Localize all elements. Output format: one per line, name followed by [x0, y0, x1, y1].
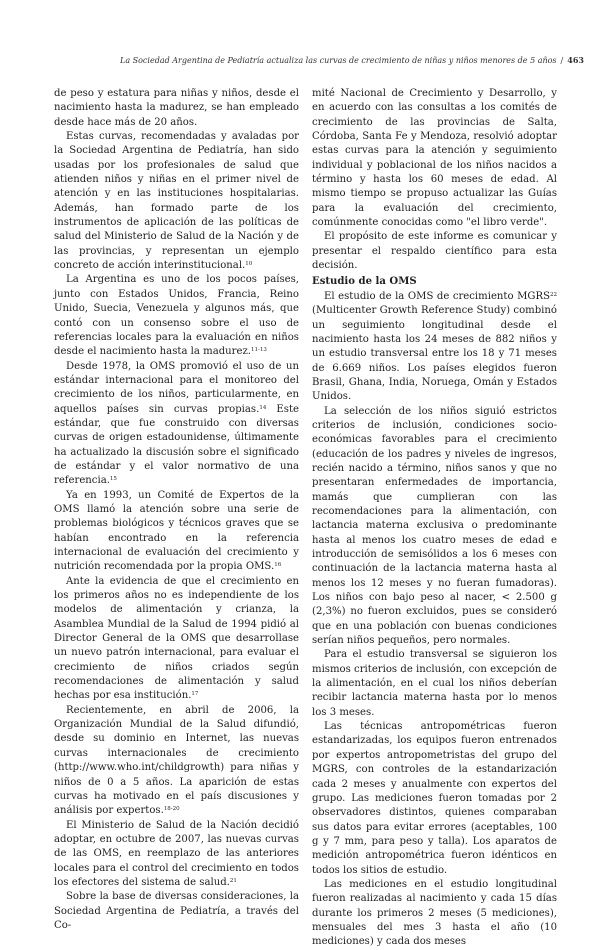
paragraph: Ante la evidencia de que el crecimiento en los primeros años no es independiente de los modelos de alimentación y crianza, la Asamblea Mundial de la Salud de 1994 pidió al Director General de la OMS que desarrollase un nuevo patrón internacional, para evaluar el crecimiento de niños criados según recomendaciones de alimentación y salud hechas por esa institución.$^{17}$: [54, 575, 299, 702]
reference-marker: 15: [109, 476, 117, 483]
paragraph: La selección de los niños siguió estrictos criterios de inclusión, condiciones socio-económicas favorables para el crecimiento (educación de los padres y niveles de ingresos, recién nacido a término, niños sanos y que no presentaran enfermedades de importancia, mamás que cumplieran con las recomendaciones para la alimentación, con lactancia materna exclusiva o predominante hasta al menos los cuatro meses de edad e introducción de semisólidos a los 6 meses con continuación de la lactancia materna hasta al menos los 12 meses y no fueran fumadoras). Los niños con bajo peso al nacer, < 2.500 g (2,3%) no fueron excluidos, pues se consideró que en una población con buenas condiciones serían niños pequeños, pero normales.: [312, 405, 557, 647]
header-separator: /: [560, 56, 564, 65]
reference-marker: 21: [229, 877, 237, 884]
reference-marker: 16: [274, 562, 282, 569]
reference-marker: 18-20: [163, 806, 180, 813]
reference-marker: 11-13: [251, 347, 267, 354]
running-header: [120, 55, 584, 65]
paragraph: Para el estudio transversal se siguieron los mismos criterios de inclusión, con excepción de la alimentación, en el cual los niños deberían recibir lactancia materna hasta por lo menos los 3 meses.: [312, 649, 557, 718]
paragraph: El propósito de este informe es comunicar y presentar el respaldo científico para esta decisión.: [312, 231, 557, 272]
reference-marker: 10: [245, 261, 253, 268]
paragraph: El Ministerio de Salud de la Nación decidió adoptar, en octubre de 2007, las nuevas curvas de las OMS, en reemplazo de las anteriores locales para el control del crecimiento en todos los efectores del sistema de salud.$^{21}$: [54, 819, 299, 888]
paragraph: El estudio de la OMS de crecimiento MGRS$^{22}$ (Multicenter Growth Reference Study) combinó un seguimiento longitudinal desde el nacimiento hasta los 24 meses de 882 niños y un estudio transversal entre los 18 y 71 meses de 6.669 niños. Los países elegidos fueron Brasil, Ghana, India, Noruega, Omán y Estados Unidos.: [312, 290, 557, 403]
reference-marker: 14: [259, 404, 267, 411]
paragraph: Estas curvas, recomendadas y avaladas por la Sociedad Argentina de Pediatría, han sido usadas por los profesionales de salud que atienden niños y niñas en el primer nivel de atención y en las instituciones hospitalarias. Además, han formado parte de los instrumentos de aplicación de las políticas de salud del Ministerio de Salud de la Nación y de las provincias, y representan un ejemplo concreto de acción interinstitucional.$^{10}$: [54, 131, 299, 272]
section-heading: Estudio de la OMS: [312, 276, 417, 288]
reference-marker: 17: [191, 691, 199, 698]
left-column: [54, 87, 299, 933]
paragraph: Recientemente, en abril de 2006, la Organización Mundial de la Salud difundió, desde su dominio en Internet, las nuevas curvas internacionales de crecimiento (http://www.who.int/childgrowth) para niñas y niños de 0 a 5 años. La aparición de estas curvas ha motivado en el país discusiones y análisis por expertos.$^{18-20}$: [54, 704, 299, 817]
reference-marker: 22: [550, 291, 557, 298]
paragraph: Las mediciones en el estudio longitudinal fueron realizadas al nacimiento y cada 15 días durante los primeros 2 meses (5 mediciones), mensuales del mes 3 hasta el año (10 mediciones) y cada dos meses: [312, 878, 557, 948]
paragraph: Las técnicas antropométricas fueron estandarizadas, los equipos fueron entrenados por expertos antropometristas del grupo del MGRS, con controles de la estandarización cada 2 meses y anualmente con expertos del grupo. Las mediciones fueron tomadas por 2 observadores distintos, quienes comparaban sus datos para evitar errores (aceptables, 100 g y 7 mm, para peso y talla). Los aparatos de medición antropométrica fueron idénticos en todos los sitios de estudio.: [312, 721, 557, 876]
paragraph: Desde 1978, la OMS promovió el uso de un estándar internacional para el monitoreo del crecimiento de los niños, particularmente, en aquellos países sin curvas propias.$^{14}$ Este estándar, que fue construido con diversas curvas de origen estadounidense, últimamente ha actualizado la discusión sobre el significado de estándar y el valor normativo de una referencia.$^{15}$: [54, 360, 299, 487]
right-column: [312, 87, 557, 950]
paragraph: Sobre la base de diversas consideraciones, la Sociedad Argentina de Pediatría, a través del Co-: [54, 891, 299, 931]
paragraph: de peso y estatura para niñas y niños, desde el nacimiento hasta la madurez, se han empleado desde hace más de 20 años.: [54, 88, 299, 128]
page-number: 463: [567, 55, 584, 65]
paragraph: Ya en 1993, un Comité de Expertos de la OMS llamó la atención sobre una serie de problemas biológicos y técnicos graves que se habían encontrado en la referencia internacional de evaluación del crecimiento y nutrición recomendada por la propia OMS.$^{16}$: [54, 489, 299, 573]
paragraph: La Argentina es uno de los pocos países, junto con Estados Unidos, Francia, Reino Unido, Suecia, Venezuela y algunos más, que contó con un consenso sobre el uso de referencias locales para la evaluación en niños desde el nacimiento hasta la madurez.$^{11-13}$: [54, 274, 299, 358]
running-title: La Sociedad Argentina de Pediatría actualiza las curvas de crecimiento de niñas y niños menores de 5 años: [120, 56, 557, 65]
paragraph: mité Nacional de Crecimiento y Desarrollo, y en acuerdo con las consultas a los comités de crecimiento de las provincias de Salta, Córdoba, Santa Fe y Mendoza, resolvió adoptar estas curvas para la atención y seguimiento individual y poblacional de los niños nacidos a término y hasta los 60 meses de edad. Al mismo tiempo se propuso actualizar las Guías para la evaluación del crecimiento, comúnmente conocidas como "el libro verde".: [312, 88, 557, 229]
